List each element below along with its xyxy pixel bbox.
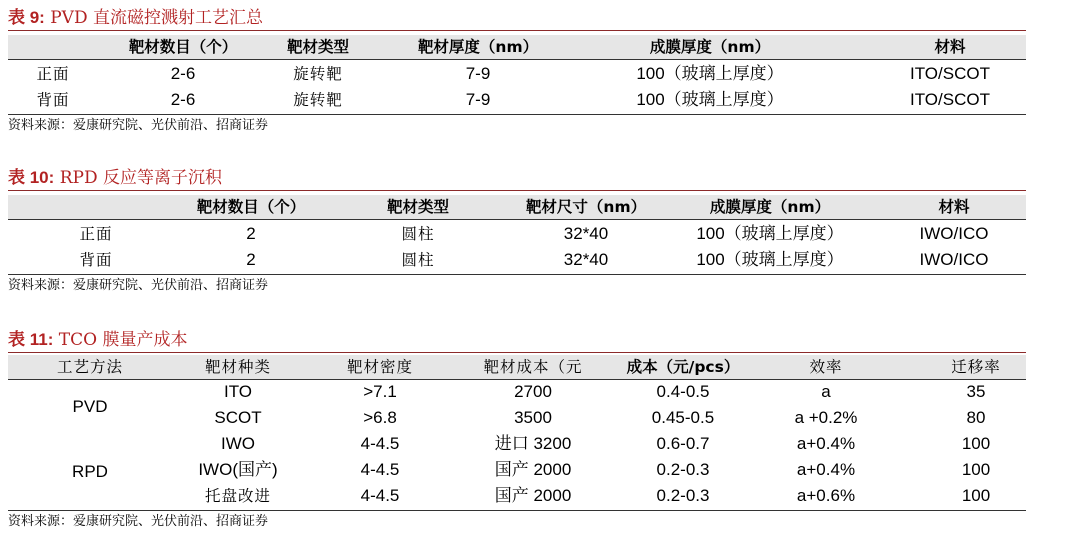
row-label: 正面 <box>36 65 70 83</box>
table-bottom-rule <box>8 274 1026 275</box>
header-cell: 成本（元/pcs） <box>626 358 740 376</box>
table-top-rule <box>8 352 1026 353</box>
table-cell: 32*40 <box>563 224 609 243</box>
table-top-rule <box>8 30 1026 31</box>
table-cell: >7.1 <box>363 382 397 401</box>
table-cell: 0.45-0.5 <box>651 408 715 427</box>
table-cell: 0.2-0.3 <box>656 460 710 479</box>
table-cell: 圆柱 <box>401 225 435 243</box>
table-cell: SCOT <box>214 408 262 427</box>
table-title-text: RPD 反应等离子沉积 <box>54 168 222 188</box>
table-cell: 100（玻璃上厚度） <box>696 224 844 243</box>
group-label: PVD <box>72 397 108 416</box>
table-cell: 旋转靶 <box>293 65 343 83</box>
table-cell: 100 <box>961 486 991 505</box>
table-number: 表 9: <box>8 8 45 27</box>
table-cell: 进口 3200 <box>494 434 572 453</box>
row-label: 背面 <box>79 251 113 269</box>
table-cell: a+0.4% <box>796 434 856 453</box>
row-label: 背面 <box>36 91 70 109</box>
table-cell: 100（玻璃上厚度） <box>636 64 784 83</box>
table-cell: 4-4.5 <box>360 460 400 479</box>
table-title-text: PVD 直流磁控溅射工艺汇总 <box>44 8 263 28</box>
table-header-row <box>8 355 1026 380</box>
group-label: RPD <box>72 462 108 481</box>
table-9 <box>8 0 1026 140</box>
table-cell: 圆柱 <box>401 251 435 269</box>
table-cell: 2700 <box>514 382 552 401</box>
table-top-rule <box>8 190 1026 191</box>
table-cell: 国产 2000 <box>494 486 572 505</box>
table-row <box>8 222 1026 246</box>
table-header-row <box>8 35 1026 60</box>
table-cell: IWO/ICO <box>919 250 989 269</box>
table-row <box>8 380 1026 404</box>
table-cell: ITO <box>223 382 253 401</box>
table-cell: ITO/SCOT <box>910 64 990 83</box>
table-cell: 2 <box>246 250 256 269</box>
header-cell: 效率 <box>809 358 843 376</box>
table-cell: 4-4.5 <box>360 434 400 453</box>
header-cell: 靶材密度 <box>346 358 414 376</box>
header-cell: 靶材数目（个） <box>196 198 306 216</box>
table-number: 表 10: <box>8 168 55 187</box>
table-cell: 4-4.5 <box>360 486 400 505</box>
table-cell: 100 <box>961 460 991 479</box>
table-cell: 80 <box>966 408 986 427</box>
table-cell: a <box>821 382 831 401</box>
table-row <box>8 458 1026 482</box>
table-cell: a+0.4% <box>796 460 856 479</box>
table-cell: >6.8 <box>363 408 397 427</box>
table-header-row <box>8 195 1026 220</box>
table-cell: IWO <box>221 434 255 453</box>
row-label: 正面 <box>79 225 113 243</box>
table-cell: 0.2-0.3 <box>656 486 710 505</box>
table-cell: 国产 2000 <box>494 460 572 479</box>
header-cell: 迁移率 <box>951 358 1001 376</box>
header-cell: 材料 <box>938 198 970 216</box>
table-row <box>8 248 1026 272</box>
header-cell: 靶材类型 <box>286 38 350 56</box>
table-cell: 32*40 <box>563 250 609 269</box>
table-cell: 7-9 <box>465 64 491 83</box>
table-11 <box>8 324 1026 540</box>
table-cell: 2-6 <box>170 64 196 83</box>
table-cell: 2 <box>246 224 256 243</box>
table-cell: IWO(国产) <box>198 460 278 479</box>
table-cell: a+0.6% <box>796 486 856 505</box>
source-note: 资料来源：爱康研究院、光伏前沿、招商证券 <box>8 278 269 293</box>
table-10 <box>8 162 1026 302</box>
table-title <box>8 328 187 352</box>
header-cell: 靶材种类 <box>204 358 272 376</box>
table-cell: 旋转靶 <box>293 91 343 109</box>
header-cell: 靶材数目（个） <box>128 38 238 56</box>
table-cell: ITO/SCOT <box>910 90 990 109</box>
source-note: 资料来源：爱康研究院、光伏前沿、招商证券 <box>8 514 269 529</box>
source-note: 资料来源：爱康研究院、光伏前沿、招商证券 <box>8 118 269 133</box>
header-cell: 靶材类型 <box>386 198 450 216</box>
table-row <box>8 432 1026 456</box>
header-cell: 靶材尺寸（nm） <box>525 198 647 216</box>
table-cell: IWO/ICO <box>919 224 989 243</box>
header-cell: 靶材厚度（nm） <box>417 38 539 56</box>
table-cell: 3500 <box>514 408 552 427</box>
table-cell: 2-6 <box>170 90 196 109</box>
table-title <box>8 166 222 190</box>
table-title <box>8 6 263 30</box>
table-row <box>8 88 1026 112</box>
table-bottom-rule <box>8 114 1026 115</box>
table-cell: 托盘改进 <box>204 487 272 505</box>
header-cell: 成膜厚度（nm） <box>709 198 831 216</box>
table-cell: 35 <box>966 382 986 401</box>
table-row <box>8 484 1026 508</box>
header-cell: 材料 <box>934 38 966 56</box>
table-row <box>8 406 1026 430</box>
table-title-text: TCO 膜量产成本 <box>53 330 188 350</box>
header-cell: 成膜厚度（nm） <box>649 38 771 56</box>
table-cell: 0.6-0.7 <box>656 434 710 453</box>
table-cell: 100（玻璃上厚度） <box>696 250 844 269</box>
table-cell: a +0.2% <box>794 408 858 427</box>
table-row <box>8 62 1026 86</box>
table-bottom-rule <box>8 510 1026 511</box>
table-cell: 100 <box>961 434 991 453</box>
table-cell: 7-9 <box>465 90 491 109</box>
header-cell: 工艺方法 <box>56 358 124 376</box>
header-cell: 靶材成本（元 <box>483 358 583 376</box>
table-cell: 0.4-0.5 <box>656 382 710 401</box>
table-number: 表 11: <box>8 330 54 349</box>
table-cell: 100（玻璃上厚度） <box>636 90 784 109</box>
